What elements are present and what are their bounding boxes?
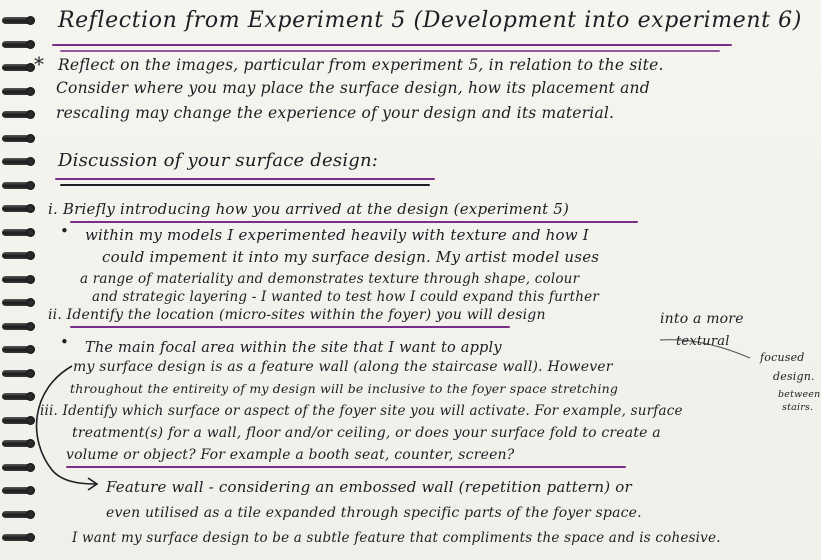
q3-label-line-3: volume or object? For example a booth seat, counter, screen? — [66, 447, 515, 463]
q1-answer-line-4: and strategic layering - I wanted to test how I could expand this further — [92, 289, 599, 305]
q1-label: i. Briefly introducing how you arrived at the design (experiment 5) — [48, 200, 570, 218]
q3-label-line-1: iii. Identify which surface or aspect of the foyer site you will activate. For example, surface — [40, 403, 683, 419]
q2-answer-line-1: The main focal area within the site that I want to apply — [85, 340, 502, 356]
q2-answer-line-3: throughout the entireity of my design will be inclusive to the foyer space stretching — [70, 381, 619, 396]
q3-answer-line-2: even utilised as a tile expanded through specific parts of the foyer space. — [106, 505, 642, 521]
q2-label-tail: into a more — [660, 311, 744, 327]
q1-answer-line-1: within my models I experimented heavily with texture and how I — [85, 226, 589, 244]
intro-line-1: Reflect on the images, particular from experiment 5, in relation to the site. — [58, 56, 664, 74]
q2-label: ii. Identify the location (micro-sites within the foyer) you will design — [48, 307, 546, 323]
intro-line-3: rescaling may change the experience of your design and its material. — [56, 104, 615, 122]
q3-answer-line-1: Feature wall - considering an embossed wall (repetition pattern) or — [106, 478, 632, 496]
q2-side-note-1: between — [778, 389, 821, 400]
q1-answer-line-3: a range of materiality and demonstrates texture through shape, colour — [80, 271, 580, 287]
q3-answer-line-3: I want my surface design to be a subtle feature that compliments the space and is cohesive. — [72, 530, 721, 546]
q2-answer-line-2: my surface design is as a feature wall (along the staircase wall). However — [73, 359, 613, 375]
q1-bullet: • — [60, 222, 70, 240]
q2-tail-2: textural — [676, 334, 730, 349]
q3-label-line-2: treatment(s) for a wall, floor and/or ceiling, or does your surface fold to create a — [72, 425, 661, 441]
discussion-heading: Discussion of your surface design: — [58, 150, 379, 171]
page-title: Reflection from Experiment 5 (Development into experiment 6) — [58, 8, 802, 33]
q1-answer-line-2: could impement it into my surface design. My artist model uses — [102, 248, 600, 266]
q2-tail-3: focused — [760, 351, 805, 364]
intro-bullet: * — [34, 52, 45, 76]
q2-tail-4: design. — [773, 370, 815, 383]
q2-bullet: • — [60, 333, 70, 351]
q2-side-note-2: stairs. — [782, 402, 814, 413]
intro-line-2: Consider where you may place the surface design, how its placement and — [56, 79, 650, 97]
